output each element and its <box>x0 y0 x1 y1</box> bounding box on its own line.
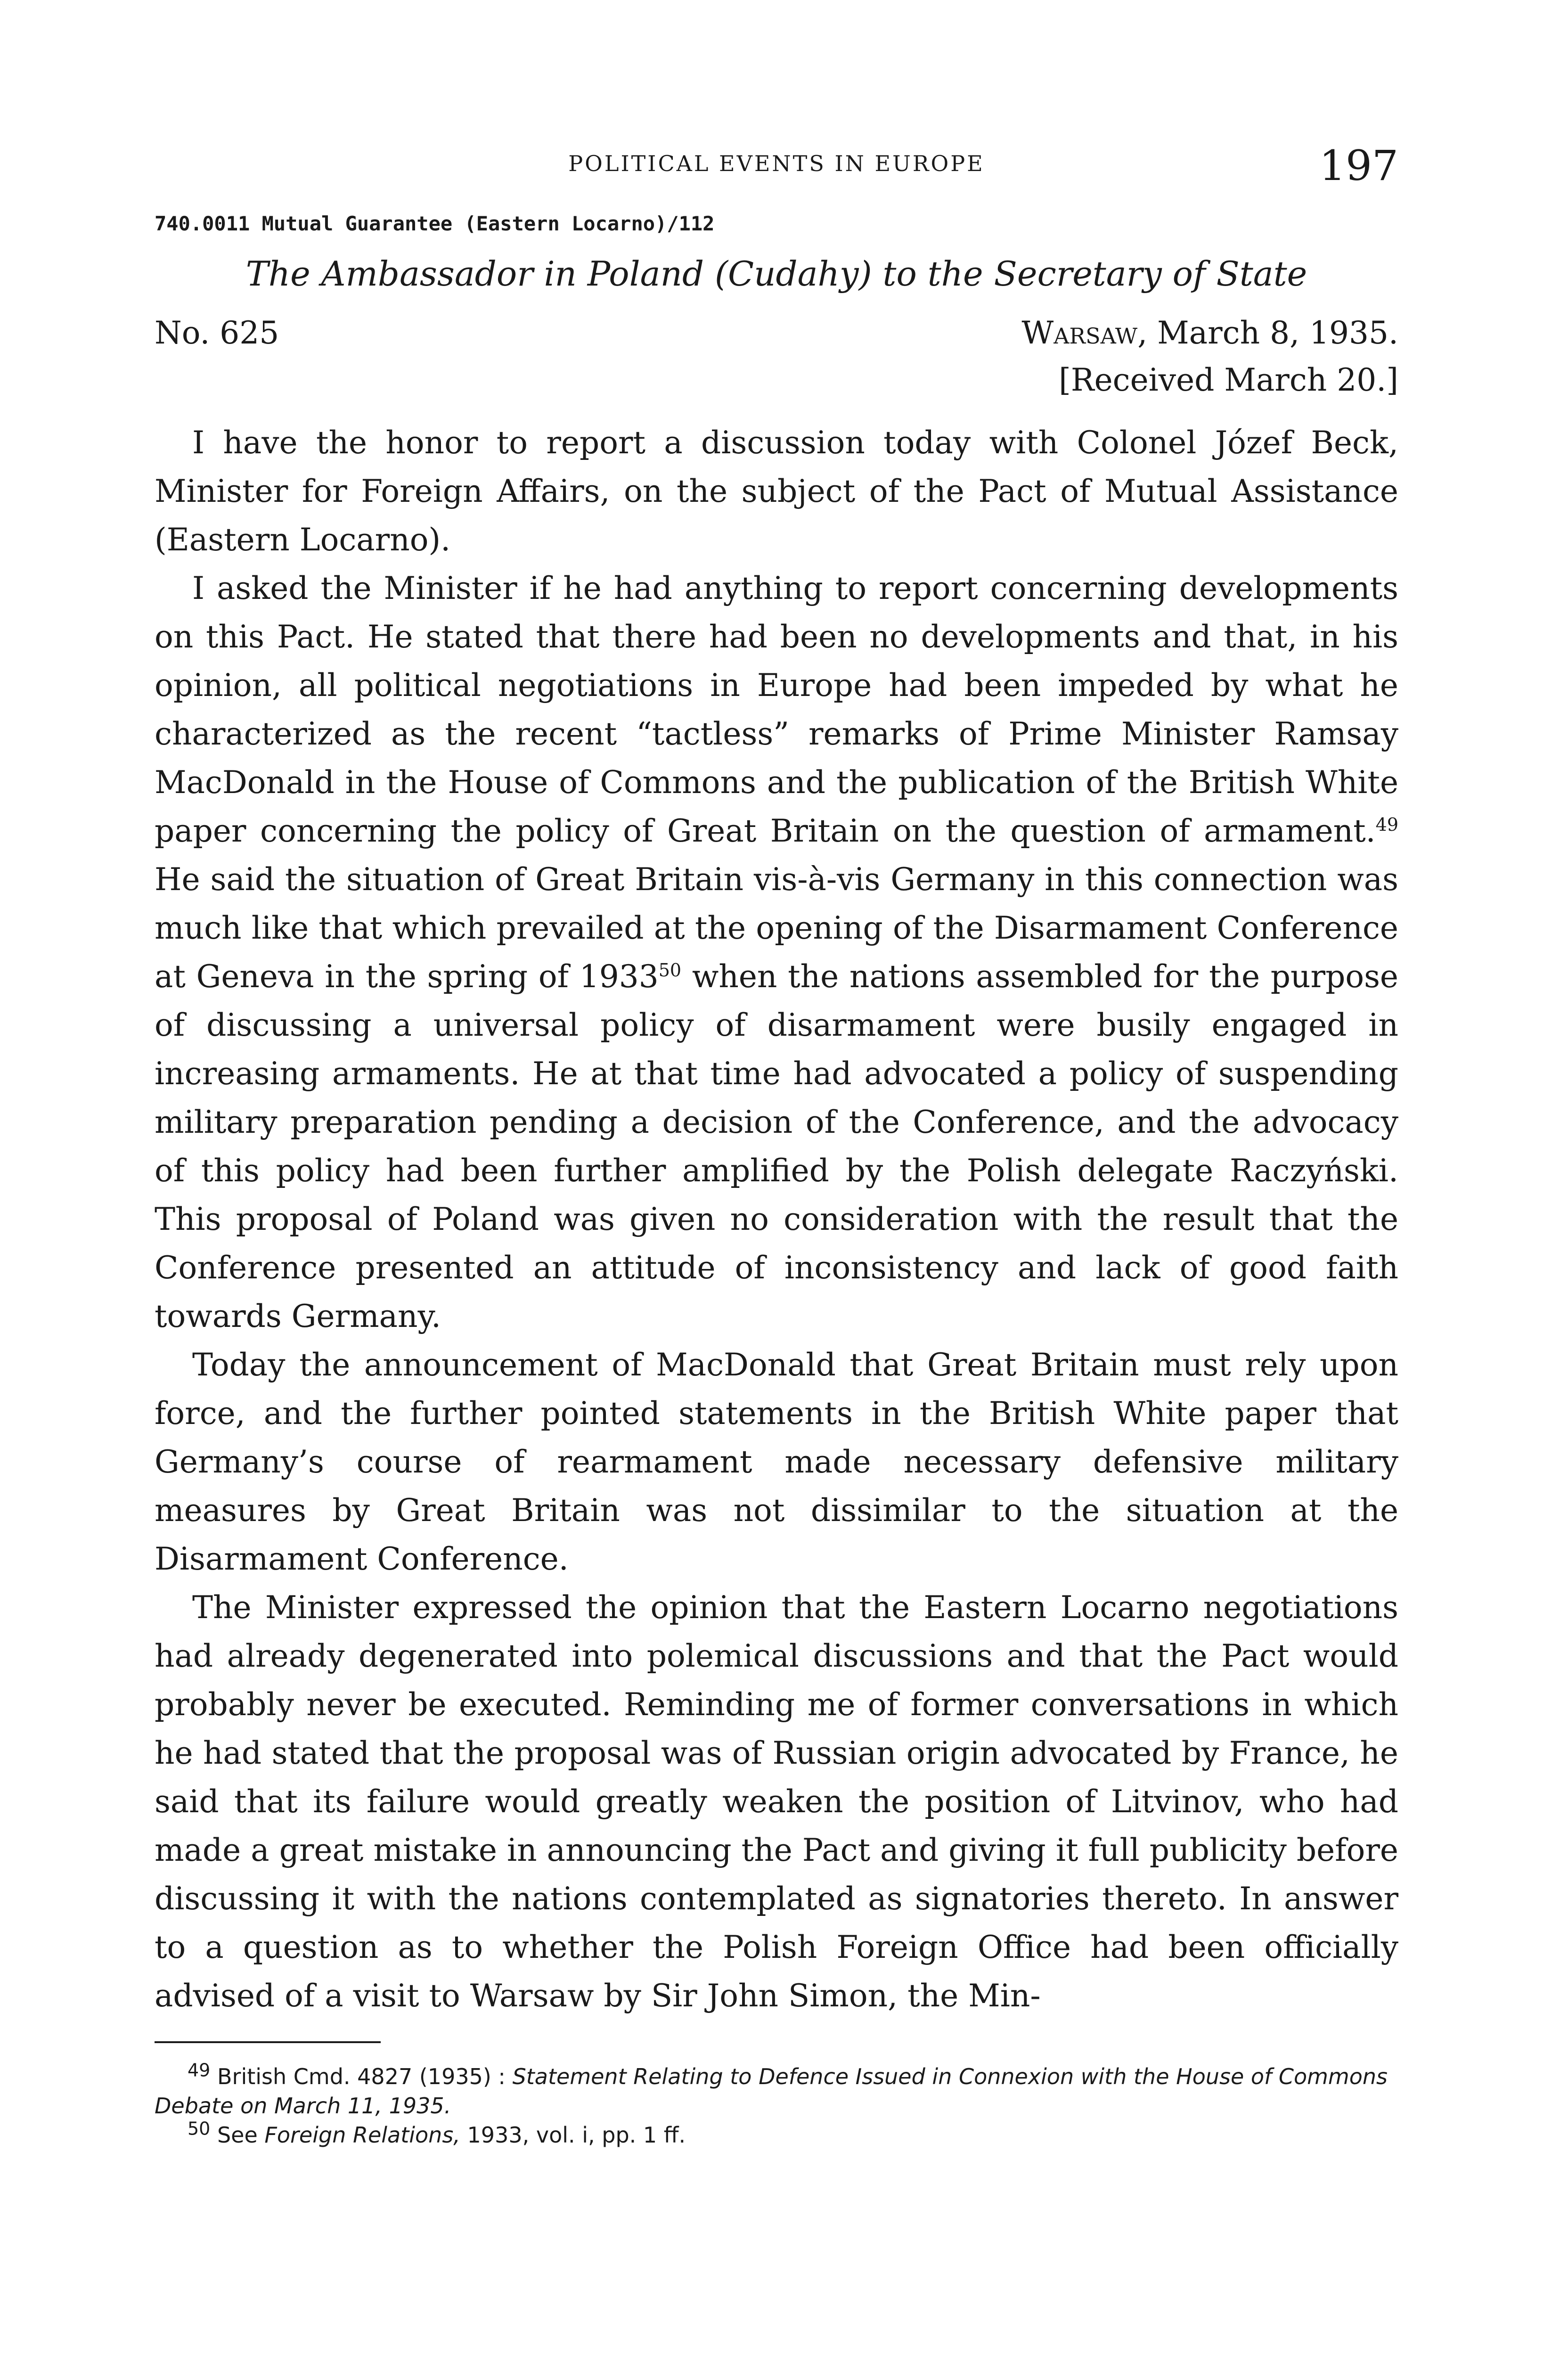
document-meta <box>155 315 1398 418</box>
paragraph-2-part-a: I asked the Minister if he had anything to report concerning developments on this Pact. He stated that there had been no developments and that, in his opinion, all political negotiations in Europe had been impeded by what he characterized as the recent “tactless” remarks of Prime Minister Ramsay MacDonald in the House of Commons and the publication of the British White paper concerning the policy of Great Britain on the question of armament. <box>155 570 1398 849</box>
paragraph-3: Today the announcement of MacDonald that Great Britain must rely upon force, and the further pointed statements in the British White paper that Germany’s course of rearmament made necessary defensive military measures by Great Britain was not dissimilar to the situation at the Disarmament Conference. <box>155 1347 1398 1577</box>
document-page <box>155 141 1398 2150</box>
paragraph-2 <box>155 564 1398 1341</box>
document-title: The Ambassador in Poland (Cudahy) to the Secretary of State <box>245 254 1307 294</box>
footnote-49-prefix: British Cmd. 4827 (1935) : <box>210 2064 513 2089</box>
place: Warsaw <box>1021 315 1138 351</box>
running-title: POLITICAL EVENTS IN EUROPE <box>568 151 985 176</box>
received-date: [Received March 20.] <box>1059 362 1398 398</box>
footnote-ref-49: 49 <box>1375 814 1398 835</box>
date: , March 8, 1935. <box>1137 315 1398 351</box>
footnote-marker-50: 50 <box>188 2118 211 2139</box>
document-number: No. 625 <box>155 315 279 351</box>
paragraph-1: I have the honor to report a discussion today with Colonel Józef Beck, Minister for Foreign Affairs, on the subject of the Pact of Mutual Assistance (Eastern Locarno). <box>155 425 1398 558</box>
file-reference: 740.0011 Mutual Guarantee (Eastern Locarno)/112 <box>155 212 715 235</box>
footnote-ref-50: 50 <box>658 960 682 981</box>
running-header <box>155 141 1398 198</box>
footnote-50-prefix: See <box>210 2122 265 2148</box>
footnote-marker-49: 49 <box>188 2060 211 2081</box>
footnote-50 <box>155 2120 1398 2150</box>
footnote-50-title: Foreign Relations, <box>264 2122 460 2148</box>
place-date <box>1021 315 1398 351</box>
footnote-50-suffix: 1933, vol. i, pp. 1 ff. <box>460 2122 686 2148</box>
paragraph-2-part-b: He said the situation of Great Britain vis-à-vis Germany in this connection was much like that which prevailed at the opening of the Disarmament Conference at Geneva in the spring of 1933 <box>155 861 1398 995</box>
paragraph-2-part-c: when the nations assembled for the purpose of discussing a universal policy of disarmament were busily engaged in increasing armaments. He at that time had advocated a policy of suspending military preparation pending a decision of the Conference, and the advocacy of this policy had been further amplified by the Polish delegate Raczyński. This proposal of Poland was given no consideration with the result that the Conference presented an attitude of inconsistency and lack of good faith towards Germany. <box>155 958 1398 1334</box>
footnote-49 <box>155 2062 1398 2120</box>
footnote-49-title: Statement Relating to Defence Issued in Connexion with the House of Commons Debate on March 11, 1935. <box>155 2064 1388 2119</box>
page-number: 197 <box>1319 141 1398 190</box>
footnote-divider <box>155 2041 381 2043</box>
paragraph-4: The Minister expressed the opinion that the Eastern Locarno negotiations had already degenerated into polemical discussions and that the Pact would probably never be executed. Reminding me of former conversations in which he had stated that the proposal was of Russian origin advocated by France, he said that its failure would greatly weaken the position of Litvinov, who had made a great mistake in announcing the Pact and giving it full publicity before discussing it with the nations contemplated as signatories thereto. In answer to a question as to whether the Polish Foreign Office had been officially advised of a visit to Warsaw by Sir John Simon, the Min- <box>155 1589 1398 2014</box>
footnotes <box>155 2062 1398 2150</box>
letter-body <box>155 418 1398 2020</box>
